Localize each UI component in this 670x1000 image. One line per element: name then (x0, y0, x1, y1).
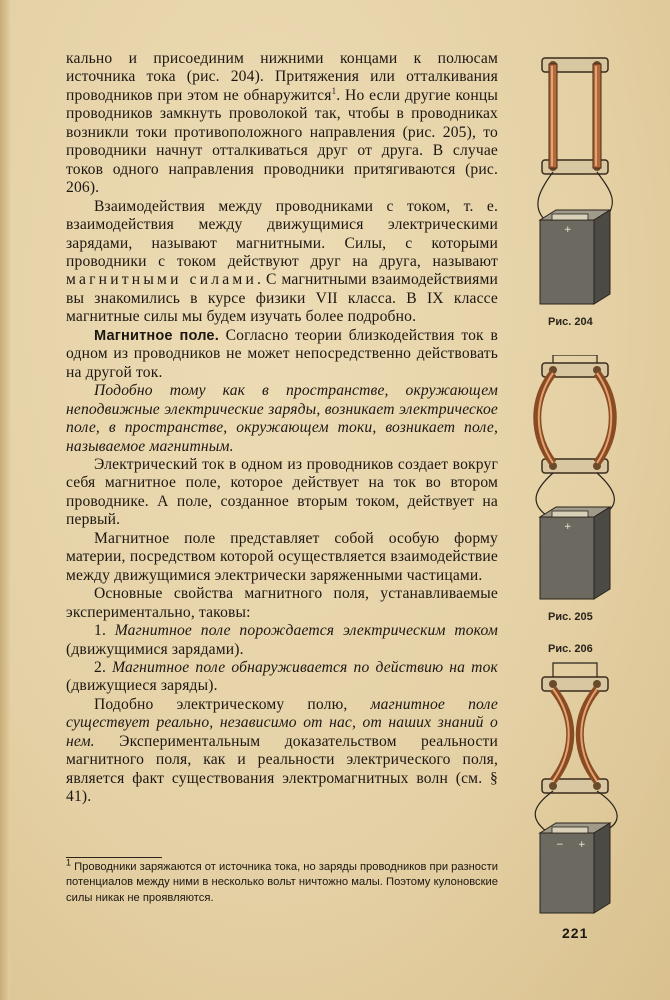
paragraph-property-1 (66, 622, 498, 659)
figure-206-plus-mark: + (578, 840, 586, 850)
paragraph-magnetic-field (66, 327, 498, 382)
footnote-rule (66, 857, 162, 858)
figure-204-illustration (520, 52, 630, 314)
text-run: Магнитное поле обнаруживается по действию на ток (112, 658, 498, 676)
figure-204-plus-mark: + (564, 225, 572, 235)
text-run: Экспериментальным доказательством реальности магнитного поля, как и реальности электрического поля, является факт существования электромагнитных волн (см. § 41). (66, 732, 498, 806)
text-run: магнитное поле существует реально, независимо от нас, от наших знаний о нем. (66, 695, 498, 750)
figure-206-minus-mark: − (556, 840, 564, 850)
page-spine-shadow (0, 0, 10, 1000)
figure-205-battery (540, 507, 610, 599)
text-run: Подобно тому как в пространстве, окружающем неподвижные электрические заряды, возникает электрическое поле, в пространстве, окружающем токи, возникает поле, называемое магнитным. (66, 382, 498, 455)
paragraph-analogy-italic (66, 382, 498, 456)
section-heading: Магнитное поле. (94, 327, 219, 344)
figure-205-illustration (520, 355, 630, 605)
text-run: магнитными силами (66, 271, 257, 289)
text-run: . Но если другие концы проводников замкнуть проволокой так, чтобы в проводниках возникли токи противоположного направления (рис. 205), то проводники начнут отталкиваться друг от друга. В случае токов одного направления проводники притягиваются (рис. 206). (66, 86, 498, 197)
paragraph-matter-form (66, 530, 498, 585)
figure-204-battery (540, 210, 610, 304)
paragraph-properties-intro (66, 585, 498, 622)
figure-206-caption: Рис. 206 (548, 643, 593, 655)
body-text-column (66, 50, 498, 807)
footnote-text: Проводники заряжаются от источника тока, но заряды проводников при разности потенциалов между ними в несколько вольт ничтожно малы. Поэтому кулоновские силы никак не проявляются. (66, 861, 498, 904)
figure-205-caption: Рис. 205 (548, 611, 593, 623)
text-run: Магнитное поле порождается электрическим током (114, 622, 498, 640)
text-run: Магнитное поле представляет собой особую форму материи, посредством которой осуществляется взаимодействие между движущимися электрически заряженными частицами. (66, 529, 498, 584)
text-run: . С магнитными взаимодействиями вы знакомились в курсе физики VII класса. В IX классе магнитные силы мы будем изучать более подробно. (66, 271, 498, 326)
figure-206-battery (540, 823, 610, 913)
page-number: 221 (562, 925, 589, 941)
figure-204-caption: Рис. 204 (548, 316, 593, 328)
text-run: Электрический ток в одном из проводников создает вокруг себя магнитное поле, которое действует на ток во втором проводнике. А поле, созданное вторым током, действует на первый. (66, 455, 498, 529)
text-run: Согласно теории близкодействия ток в одном из проводников не может непосредственно действовать на другой ток. (66, 326, 498, 381)
paragraph-reality (66, 696, 498, 807)
paragraph-magnetic-interaction (66, 198, 498, 327)
text-run: (движущиеся заряды). (66, 677, 218, 695)
footnote (66, 857, 498, 906)
text-run: кально и присоединим нижними концами к полюсам источника тока (рис. 204). Притяжения или отталкивания проводников при этом не обнаружится (66, 50, 498, 104)
footnote-marker: 1 (66, 857, 72, 868)
footnote-reference: 1 (331, 85, 337, 96)
paragraph-continuation (66, 50, 498, 198)
text-run: Основные свойства магнитного поля, устанавливаемые экспериментально, таковы: (66, 585, 498, 621)
paragraph-current-field (66, 456, 498, 530)
text-run: Взаимодействия между проводниками с током, т. е. взаимодействия между движущимися электрическими зарядами, называют магнитными. Силы, с которыми проводники с током действуют друг на друга, называют (66, 197, 498, 270)
figure-206-illustration (520, 655, 630, 917)
text-run: Подобно электрическому полю, (94, 695, 371, 713)
text-run: (движущимися зарядами). (66, 640, 244, 658)
figure-206-holder (542, 677, 608, 793)
figure-205-plus-mark: + (564, 522, 572, 532)
paragraph-property-2 (66, 659, 498, 696)
text-run: 2. (94, 658, 113, 676)
figure-204-conductors (549, 64, 601, 168)
text-run: 1. (94, 622, 115, 640)
